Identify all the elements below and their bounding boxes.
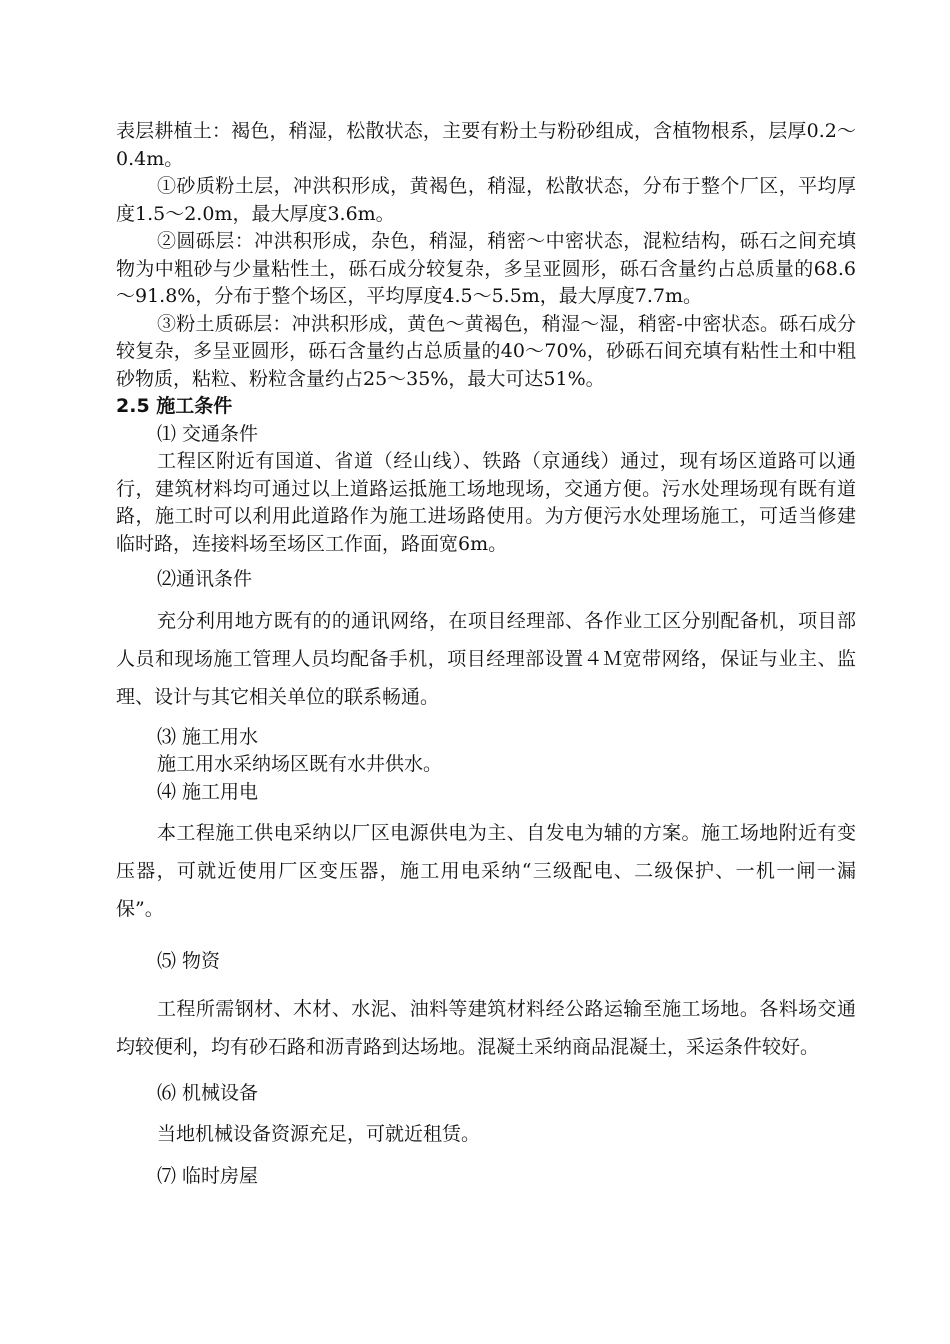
- paragraph-layer-2: ②圆砾层：冲洪积形成，杂色，稍湿，稍密～中密状态，混粒结构，砾石之间充填物为中粗砂与少量粘性土，砾石成分较复杂，多呈亚圆形，砾石含量约占总质量的68.6～91.8%，分布于整个场区，平均厚度4.5～5.5m，最大厚度7.7m。: [116, 230, 856, 307]
- spacer: [116, 1107, 856, 1121]
- paragraph-layer-3: ③粉土质砾层：冲洪积形成，黄色～黄褐色，稍湿～湿，稍密-中密状态。砾石成分较复杂，多呈亚圆形，砾石含量约占总质量的40～70%，砂砾石间充填有粘性土和中粗砂物质，粘粒、粉粒含量约占25～35%，最大可达51%。: [116, 312, 856, 390]
- item-title-communication: ⑵通讯条件: [157, 568, 253, 590]
- spacer: [116, 806, 856, 814]
- item-body-water: 施工用水采纳场区既有水井供水。: [157, 753, 443, 775]
- spacer: [116, 1066, 856, 1080]
- spacer: [116, 558, 856, 566]
- spacer: [116, 1149, 856, 1163]
- item-body-communication: 充分利用地方既有的的通讯网络，在项目经理部、各作业工区分别配备机，项目部人员和现场施工管理人员均配备手机，项目经理部设置４Ｍ宽带网络，保证与业主、监理、设计与其它相关单位的联系畅通。: [116, 609, 856, 708]
- spacer: [116, 716, 856, 724]
- paragraph-topsoil: 表层耕植土：褐色，稍湿，松散状态，主要有粉土与粉砂组成，含植物根系，层厚0.2～0.4m。: [116, 120, 856, 170]
- item-title-water: ⑶ 施工用水: [157, 725, 259, 748]
- document-page: [116, 118, 856, 1190]
- paragraph-layer-1: ①砂质粉土层，冲洪积形成，黄褐色，稍湿，松散状态，分布于整个厂区，平均厚度1.5～2.0m，最大厚度3.6m。: [116, 175, 856, 225]
- item-body-materials: 工程所需钢材、木材、水泥、油料等建筑材料经公路运输至施工场地。各料场交通均较便利，均有砂石路和沥青路到达场地。混凝土采纳商品混凝土，采运条件较好。: [116, 997, 856, 1058]
- spacer: [116, 976, 856, 990]
- item-body-traffic: 工程区附近有国道、省道（经山线）、铁路（京通线）通过，现有场区道路可以通行，建筑材料均可通过以上道路运抵施工场地现场，交通方便。污水处理场现有既有道路，施工时可以利用此道路作为施工进场路使用。为方便污水处理场施工，可适当修建临时路，连接料场至场区工作面，路面宽6m。: [116, 450, 856, 555]
- item-body-machinery: 当地机械设备资源充足，可就近租赁。: [157, 1123, 481, 1145]
- item-title-temporary-housing: ⑺ 临时房屋: [157, 1164, 259, 1187]
- spacer: [116, 594, 856, 602]
- item-title-power: ⑷ 施工用电: [157, 780, 259, 803]
- spacer: [116, 928, 856, 948]
- item-title-materials: ⑸ 物资: [157, 950, 221, 972]
- item-body-power: 本工程施工供电采纳以厂区电源供电为主、自发电为辅的方案。施工场地附近有变压器，可就近使用厂区变压器，施工用电采纳“三级配电、二级保护、一机一闸一漏保”。: [116, 822, 856, 920]
- item-title-traffic: ⑴ 交通条件: [157, 422, 259, 445]
- section-heading: 2.5 施工条件: [116, 395, 233, 417]
- item-title-machinery: ⑹ 机械设备: [157, 1081, 259, 1104]
